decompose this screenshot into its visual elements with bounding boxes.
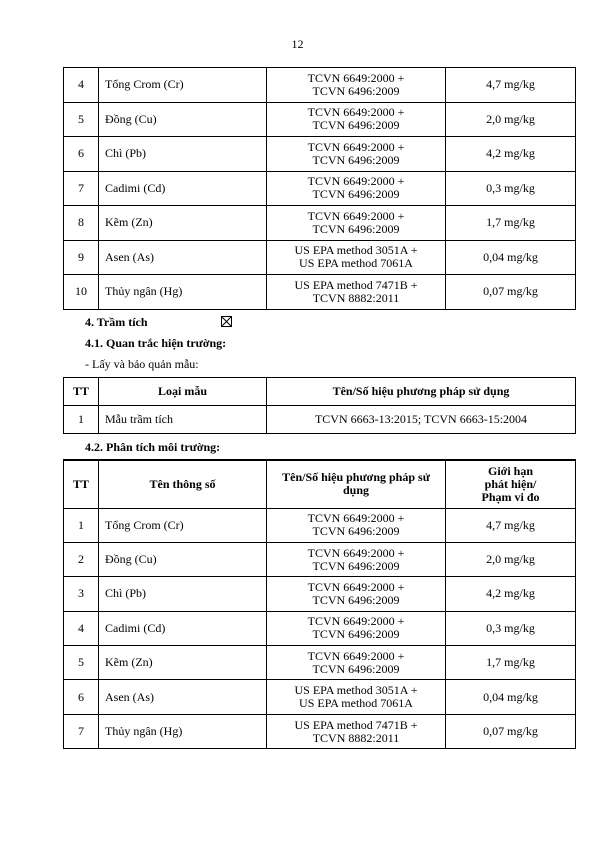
row-method bbox=[267, 680, 446, 714]
row-tt: 8 bbox=[64, 206, 99, 241]
row-method-line2: TCVN 6496:2009 bbox=[312, 558, 400, 573]
row-tt: 10 bbox=[64, 275, 99, 310]
row-limit: 1,7 mg/kg bbox=[446, 206, 576, 241]
section-4-2-title: 4.2. Phân tích môi trường: bbox=[85, 440, 221, 454]
table2-cell-type: Mẫu trầm tích bbox=[99, 406, 267, 434]
table-row bbox=[64, 577, 576, 611]
row-tt: 4 bbox=[64, 611, 99, 645]
table3-header-method-line2: dụng bbox=[342, 483, 370, 498]
row-limit: 4,7 mg/kg bbox=[446, 508, 576, 542]
table2-header-type: Loại mẫu bbox=[99, 378, 267, 406]
row-method-line1: US EPA method 3051A + bbox=[294, 243, 418, 258]
row-method bbox=[267, 611, 446, 645]
table-row bbox=[64, 68, 576, 103]
row-method-line1: TCVN 6649:2000 + bbox=[307, 105, 405, 120]
table-row bbox=[64, 206, 576, 241]
section-4-1-title: 4.1. Quan trắc hiện trường: bbox=[85, 336, 227, 350]
table3-header-limit-line1: Giới hạn bbox=[488, 463, 533, 478]
row-parameter-name: Thủy ngân (Hg) bbox=[99, 714, 267, 748]
table-row bbox=[64, 275, 576, 310]
row-method bbox=[267, 508, 446, 542]
row-tt: 6 bbox=[64, 137, 99, 172]
row-method-line1: TCVN 6649:2000 + bbox=[307, 511, 405, 526]
row-parameter-name: Chì (Pb) bbox=[99, 577, 267, 611]
row-method bbox=[267, 137, 446, 172]
sampling-table bbox=[63, 377, 576, 434]
row-limit: 0,04 mg/kg bbox=[446, 240, 576, 275]
row-method bbox=[267, 206, 446, 241]
table-row bbox=[64, 508, 576, 542]
row-limit: 0,07 mg/kg bbox=[446, 275, 576, 310]
row-method-line2: TCVN 6496:2009 bbox=[312, 221, 400, 236]
row-parameter-name: Asen (As) bbox=[99, 240, 267, 275]
row-method-line1: TCVN 6649:2000 + bbox=[307, 174, 405, 189]
table2-cell-tt: 1 bbox=[64, 406, 99, 434]
section-4-title: 4. Trầm tích bbox=[85, 315, 148, 329]
table-row bbox=[64, 406, 576, 434]
table3-header-limit bbox=[446, 460, 576, 508]
row-method-line2: TCVN 6496:2009 bbox=[312, 661, 400, 676]
row-tt: 1 bbox=[64, 508, 99, 542]
row-limit: 0,04 mg/kg bbox=[446, 680, 576, 714]
row-method-line2: TCVN 6496:2009 bbox=[312, 627, 400, 642]
row-parameter-name: Cadimi (Cd) bbox=[99, 611, 267, 645]
row-parameter-name: Tổng Crom (Cr) bbox=[99, 508, 267, 542]
row-limit: 0,3 mg/kg bbox=[446, 171, 576, 206]
row-parameter-name: Kẽm (Zn) bbox=[99, 646, 267, 680]
table3-header-limit-line3: Phạm vi đo bbox=[481, 489, 540, 504]
row-method-line1: TCVN 6649:2000 + bbox=[307, 208, 405, 223]
table3-header-name: Tên thông số bbox=[99, 460, 267, 508]
row-method-line1: TCVN 6649:2000 + bbox=[307, 545, 405, 560]
section-4-1-subtitle: - Lấy và bảo quản mẫu: bbox=[85, 357, 199, 371]
table-row bbox=[64, 646, 576, 680]
row-limit: 4,2 mg/kg bbox=[446, 137, 576, 172]
row-tt: 3 bbox=[64, 577, 99, 611]
table-row bbox=[64, 714, 576, 748]
row-method-line2: US EPA method 7061A bbox=[299, 256, 413, 271]
row-method-line2: TCVN 6496:2009 bbox=[312, 152, 400, 167]
row-limit: 2,0 mg/kg bbox=[446, 542, 576, 576]
row-limit: 0,07 mg/kg bbox=[446, 714, 576, 748]
row-tt: 2 bbox=[64, 542, 99, 576]
table3-header-method bbox=[267, 460, 446, 508]
row-method bbox=[267, 542, 446, 576]
row-method bbox=[267, 102, 446, 137]
table-row bbox=[64, 171, 576, 206]
row-method bbox=[267, 171, 446, 206]
row-method bbox=[267, 68, 446, 103]
table-row bbox=[64, 102, 576, 137]
row-method-line1: TCVN 6649:2000 + bbox=[307, 70, 405, 85]
row-method-line2: TCVN 6496:2009 bbox=[312, 187, 400, 202]
row-limit: 1,7 mg/kg bbox=[446, 646, 576, 680]
row-tt: 5 bbox=[64, 646, 99, 680]
row-tt: 9 bbox=[64, 240, 99, 275]
row-method-line1: US EPA method 7471B + bbox=[294, 277, 418, 292]
row-method-line2: TCVN 6496:2009 bbox=[312, 118, 400, 133]
row-method bbox=[267, 577, 446, 611]
table-row bbox=[64, 611, 576, 645]
table-row bbox=[64, 542, 576, 576]
table3-header-limit-line2: phát hiện/ bbox=[484, 476, 537, 491]
table-row bbox=[64, 137, 576, 172]
row-parameter-name: Tổng Crom (Cr) bbox=[99, 68, 267, 103]
row-parameter-name: Chì (Pb) bbox=[99, 137, 267, 172]
table-row bbox=[64, 680, 576, 714]
row-method-line1: TCVN 6649:2000 + bbox=[307, 139, 405, 154]
row-method-line2: TCVN 6496:2009 bbox=[312, 524, 400, 539]
row-parameter-name: Thủy ngân (Hg) bbox=[99, 275, 267, 310]
row-parameter-name: Asen (As) bbox=[99, 680, 267, 714]
row-limit: 0,3 mg/kg bbox=[446, 611, 576, 645]
row-method-line1: US EPA method 3051A + bbox=[294, 683, 418, 698]
row-limit: 4,2 mg/kg bbox=[446, 577, 576, 611]
row-method-line2: TCVN 6496:2009 bbox=[312, 592, 400, 607]
row-limit: 2,0 mg/kg bbox=[446, 102, 576, 137]
table3-header-tt: TT bbox=[64, 460, 99, 508]
page-number: 12 bbox=[291, 37, 304, 51]
row-method-line2: TCVN 8882:2011 bbox=[312, 290, 400, 305]
table2-header-method: Tên/Số hiệu phương pháp sử dụng bbox=[267, 378, 576, 406]
row-method bbox=[267, 275, 446, 310]
soil-analysis-table bbox=[63, 67, 576, 310]
row-tt: 7 bbox=[64, 714, 99, 748]
row-method bbox=[267, 240, 446, 275]
row-method-line2: US EPA method 7061A bbox=[299, 696, 413, 711]
crossed-checkbox-icon[interactable] bbox=[221, 316, 232, 327]
row-method-line2: TCVN 6496:2009 bbox=[312, 83, 400, 98]
row-method-line1: TCVN 6649:2000 + bbox=[307, 579, 405, 594]
row-tt: 7 bbox=[64, 171, 99, 206]
row-method bbox=[267, 714, 446, 748]
table2-header-tt: TT bbox=[64, 378, 99, 406]
table-row bbox=[64, 240, 576, 275]
row-tt: 4 bbox=[64, 68, 99, 103]
row-method-line1: TCVN 6649:2000 + bbox=[307, 614, 405, 629]
row-parameter-name: Cadimi (Cd) bbox=[99, 171, 267, 206]
row-tt: 6 bbox=[64, 680, 99, 714]
table3-header-method-line1: Tên/Số hiệu phương pháp sử bbox=[282, 470, 430, 485]
row-tt: 5 bbox=[64, 102, 99, 137]
row-parameter-name: Đồng (Cu) bbox=[99, 102, 267, 137]
row-parameter-name: Kẽm (Zn) bbox=[99, 206, 267, 241]
row-method-line1: US EPA method 7471B + bbox=[294, 717, 418, 732]
row-parameter-name: Đồng (Cu) bbox=[99, 542, 267, 576]
row-method-line1: TCVN 6649:2000 + bbox=[307, 648, 405, 663]
row-method-line2: TCVN 8882:2011 bbox=[312, 730, 400, 745]
row-method bbox=[267, 646, 446, 680]
row-limit: 4,7 mg/kg bbox=[446, 68, 576, 103]
table2-cell-method: TCVN 6663-13:2015; TCVN 6663-15:2004 bbox=[267, 406, 576, 434]
sediment-analysis-table bbox=[63, 459, 576, 749]
